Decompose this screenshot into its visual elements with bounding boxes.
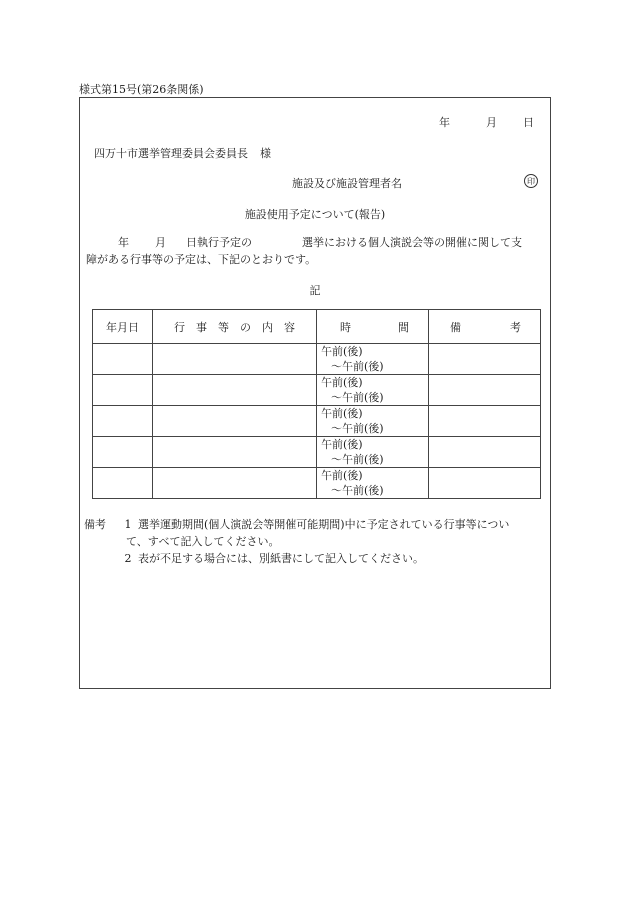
cell-event[interactable] bbox=[153, 344, 317, 375]
cell-date[interactable] bbox=[93, 375, 153, 406]
cell-time[interactable]: 午前(後) 〜午前(後) bbox=[317, 468, 429, 499]
date-year: 年 bbox=[439, 116, 450, 129]
cell-event[interactable] bbox=[153, 375, 317, 406]
page-title: 施設使用予定について(報告) bbox=[244, 208, 386, 221]
header-note: 備 考 bbox=[429, 310, 541, 344]
cell-note[interactable] bbox=[429, 344, 541, 375]
ki-heading: 記 bbox=[309, 284, 321, 297]
cell-date[interactable] bbox=[93, 468, 153, 499]
header-date: 年月日 bbox=[93, 310, 153, 344]
table-row bbox=[93, 375, 541, 406]
body-line2: 障がある行事等の予定は、下記のとおりです。 bbox=[86, 253, 317, 266]
addressee bbox=[94, 145, 271, 161]
cell-event[interactable] bbox=[153, 437, 317, 468]
header-event: 行 事 等 の 内 容 bbox=[153, 310, 317, 344]
cell-time[interactable]: 午前(後) 〜午前(後) bbox=[317, 406, 429, 437]
addressee-name: 四万十市選挙管理委員会委員長 bbox=[94, 147, 248, 160]
date-day: 日 bbox=[523, 116, 534, 129]
cell-time[interactable]: 午前(後) 〜午前(後) bbox=[317, 375, 429, 406]
notes-section bbox=[84, 516, 546, 567]
cell-date[interactable] bbox=[93, 344, 153, 375]
note-number: 2 bbox=[124, 552, 132, 565]
cell-time[interactable]: 午前(後) 〜午前(後) bbox=[317, 344, 429, 375]
note-text-continued: て、すべて記入してください。 bbox=[126, 535, 280, 548]
body-day-text: 日執行予定の bbox=[186, 236, 252, 249]
header-time: 時 間 bbox=[317, 310, 429, 344]
cell-event[interactable] bbox=[153, 468, 317, 499]
seal-icon: 印 bbox=[524, 174, 538, 188]
table-row bbox=[93, 468, 541, 499]
cell-date[interactable] bbox=[93, 437, 153, 468]
body-month: 月 bbox=[155, 236, 166, 249]
schedule-table bbox=[92, 309, 541, 499]
table-row bbox=[93, 344, 541, 375]
table-row bbox=[93, 406, 541, 437]
cell-event[interactable] bbox=[153, 406, 317, 437]
addressee-honorific: 様 bbox=[260, 147, 271, 160]
note-text: 表が不足する場合には、別紙書にして記入してください。 bbox=[138, 552, 424, 565]
body-text bbox=[86, 234, 540, 268]
date-line bbox=[439, 114, 534, 130]
cell-note[interactable] bbox=[429, 406, 541, 437]
form-number: 様式第15号(第26条関係) bbox=[79, 83, 204, 96]
cell-date[interactable] bbox=[93, 406, 153, 437]
note-text: 選挙運動期間(個人演説会等開催可能期間)中に予定されている行事等につい bbox=[138, 518, 510, 531]
cell-note[interactable] bbox=[429, 375, 541, 406]
form-frame bbox=[79, 97, 551, 689]
cell-note[interactable] bbox=[429, 437, 541, 468]
body-year: 年 bbox=[118, 236, 129, 249]
date-month: 月 bbox=[486, 116, 497, 129]
cell-note[interactable] bbox=[429, 468, 541, 499]
manager-label: 施設及び施設管理者名 bbox=[292, 177, 402, 190]
table-header-row bbox=[93, 310, 541, 344]
notes-label: 備考 bbox=[84, 518, 106, 531]
body-line1-rest: 選挙における個人演説会等の開催に関して支 bbox=[302, 236, 522, 249]
cell-time[interactable]: 午前(後) 〜午前(後) bbox=[317, 437, 429, 468]
note-number: 1 bbox=[124, 518, 132, 531]
table-row bbox=[93, 437, 541, 468]
